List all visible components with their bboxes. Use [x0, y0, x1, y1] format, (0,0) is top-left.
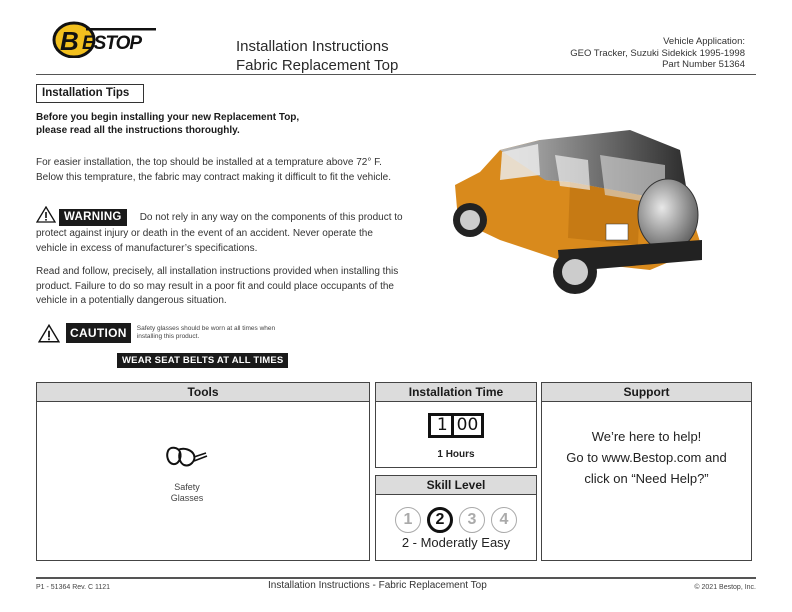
vehicle-models: GEO Tracker, Suzuki Sidekick 1995-1998 — [570, 47, 745, 59]
skill-level-scale — [376, 507, 536, 533]
tools-panel — [36, 382, 370, 561]
warning-badge: WARNING — [59, 209, 127, 226]
installation-time-panel — [375, 382, 537, 468]
follow-instructions-note: Read and follow, precisely, all installation instructions provided when installing this product. Failure to do so may result in a poor fit and could place occupants of the vehicle in a potentially dangerous situation. — [36, 266, 399, 306]
title-line-1: Installation Instructions — [236, 38, 389, 55]
svg-text:ESTOP: ESTOP — [82, 33, 142, 54]
installation-time-heading: Installation Time — [376, 383, 536, 402]
title-line-2: Fabric Replacement Top — [236, 57, 399, 74]
header-divider — [36, 74, 756, 75]
support-heading: Support — [542, 383, 751, 402]
support-panel — [541, 382, 752, 561]
caution-text: Safety glasses should be worn at all times when installing this product. — [136, 325, 276, 340]
seatbelt-banner: WEAR SEAT BELTS AT ALL TIMES — [117, 353, 288, 368]
caution-badge: CAUTION — [66, 323, 131, 343]
tool-label-line-2: Glasses — [170, 493, 204, 503]
bestop-logo — [52, 20, 164, 58]
time-hours: 1 — [431, 416, 451, 435]
tool-item-safety-glasses — [157, 445, 217, 504]
skill-level-label: 2 - Moderatly Easy — [401, 535, 511, 550]
vehicle-application — [570, 36, 745, 71]
svg-text:B: B — [60, 26, 79, 56]
tool-label-line-1: Safety — [174, 482, 200, 492]
skill-level-heading: Skill Level — [376, 476, 536, 495]
footer-copyright: © 2021 Bestop, Inc. — [694, 584, 756, 591]
support-line-2: Go to www.Bestop.com and — [566, 450, 727, 465]
warning-triangle-icon — [36, 206, 56, 223]
footer-divider — [36, 577, 756, 579]
skill-level-panel — [375, 475, 537, 561]
intro-text — [36, 111, 299, 137]
intro-line-2: please read all the instructions thoroughly. — [36, 125, 240, 136]
temperature-note: For easier installation, the top should be installed at a temprature above 72° F. Below this temprature, the fabric may contract making it difficult to fit the vehicle. — [36, 157, 391, 183]
skill-level-4: 4 — [491, 507, 517, 533]
vehicle-photo — [440, 120, 710, 305]
footer-title: Installation Instructions - Fabric Replacement Top — [268, 580, 487, 591]
warning-block — [36, 206, 406, 256]
warning-text: Do not rely in any way on the components of this product to protect against injury or death in the event of an accident. Never operate the vehicle in excess of manufacturer’s specifications. — [36, 212, 403, 254]
caution-block — [38, 322, 277, 344]
time-label: 1 Hours — [437, 449, 475, 460]
part-number: Part Number 51364 — [662, 59, 745, 70]
vehicle-label: Vehicle Application: — [663, 36, 745, 47]
skill-level-2-selected: 2 — [427, 507, 453, 533]
time-minutes: 00 — [454, 416, 482, 435]
caution-triangle-icon — [38, 324, 60, 343]
document-title — [236, 37, 398, 75]
time-display — [376, 413, 536, 438]
safety-glasses-icon — [164, 445, 210, 471]
skill-level-1: 1 — [395, 507, 421, 533]
intro-line-1: Before you begin installing your new Replacement Top, — [36, 112, 300, 123]
skill-level-3: 3 — [459, 507, 485, 533]
support-line-3: click on “Need Help?” — [584, 471, 709, 486]
tools-heading: Tools — [37, 383, 369, 402]
installation-tips-heading: Installation Tips — [36, 84, 144, 103]
support-text — [542, 426, 751, 489]
footer-doc-id: P1 - 51364 Rev. C 1121 — [36, 584, 111, 591]
support-line-1: We’re here to help! — [591, 429, 702, 444]
